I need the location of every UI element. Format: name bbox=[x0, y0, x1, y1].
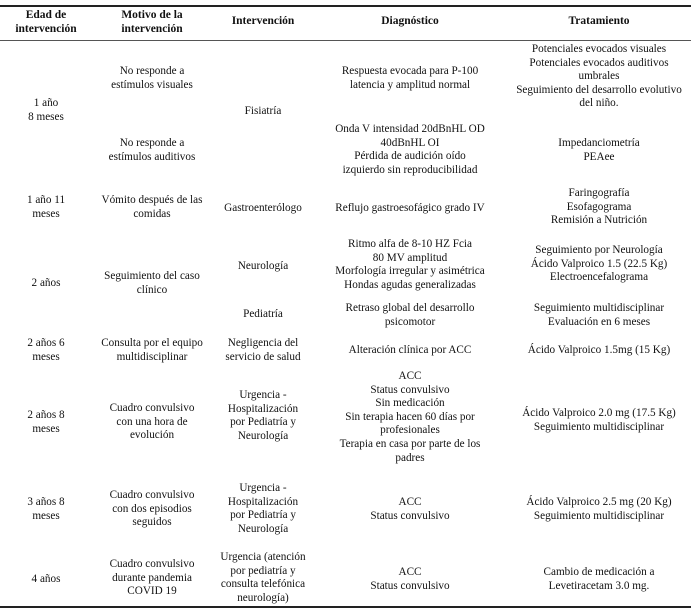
header-treatment: Tratamiento bbox=[568, 15, 630, 27]
row6-diagnosis: ACC Status convulsivo bbox=[370, 496, 450, 522]
row3a-treatment: Seguimiento por Neurología Ácido Valproico 1.5 (22.5 Kg) Electroencefalograma bbox=[530, 244, 668, 284]
row3-age: 2 años bbox=[31, 277, 61, 289]
row4-reason: Consulta por el equipo multidisciplinar bbox=[101, 337, 203, 363]
row6-reason: Cuadro convulsivo con dos episodios seguidos bbox=[109, 489, 195, 529]
header-diagnosis: Diagnóstico bbox=[381, 15, 439, 27]
row4-treatment: Ácido Valproico 1.5mg (15 Kg) bbox=[527, 344, 671, 356]
row1a-treatment: Potenciales evocados visuales Potenciales evocados auditivos umbrales Seguimiento del desarrollo evolutivo del niño. bbox=[516, 43, 682, 110]
row1b-treatment: Impedanciometría PEAee bbox=[558, 137, 640, 163]
row3-reason: Seguimiento del caso clínico bbox=[104, 270, 200, 296]
table-top-rule bbox=[0, 5, 691, 7]
row6-treatment: Ácido Valproico 2.5 mg (20 Kg) Seguimiento multidisciplinar bbox=[526, 496, 672, 522]
row3a-diagnosis: Ritmo alfa de 8-10 HZ Fcia 80 MV amplitud Morfología irregular y asimétrica Hondas agudas generalizadas bbox=[335, 238, 485, 291]
row4-diagnosis: Alteración clínica por ACC bbox=[348, 344, 472, 356]
row3b-treatment: Seguimiento multidisciplinar Evaluación en 6 meses bbox=[533, 302, 665, 328]
row6-intervention: Urgencia - Hospitalización por Pediatría y Neurología bbox=[227, 482, 299, 535]
table-bottom-rule bbox=[0, 606, 691, 608]
row2-age: 1 año 11 meses bbox=[26, 194, 66, 220]
row5-age: 2 años 8 meses bbox=[27, 409, 65, 435]
header-bottom-rule bbox=[0, 40, 691, 41]
row2-intervention: Gastroenterólogo bbox=[224, 202, 302, 214]
row1b-diagnosis: Onda V intensidad 20dBnHL OD 40dBnHL OI Pérdida de audición oído izquierdo sin reproducibilidad bbox=[335, 123, 485, 176]
row6-age: 3 años 8 meses bbox=[27, 496, 65, 522]
header-age: Edad de intervención bbox=[15, 9, 77, 35]
row1a-reason: No responde a estímulos visuales bbox=[111, 65, 193, 91]
row2-treatment: Faringografía Esofagograma Remisión a Nutrición bbox=[550, 187, 648, 227]
row3b-intervention: Pediatría bbox=[243, 308, 283, 320]
row7-intervention: Urgencia (atención por pediatría y consulta telefónica neurología) bbox=[220, 551, 306, 604]
row3b-diagnosis: Retraso global del desarrollo psicomotor bbox=[345, 302, 475, 328]
row2-reason: Vómito después de las comidas bbox=[101, 194, 203, 220]
row7-treatment: Cambio de medicación a Levetiracetam 3.0 mg. bbox=[543, 566, 655, 592]
row4-age: 2 años 6 meses bbox=[27, 337, 65, 363]
row7-diagnosis: ACC Status convulsivo bbox=[370, 566, 450, 592]
row5-reason: Cuadro convulsivo con una hora de evolución bbox=[109, 402, 195, 442]
row1-age: 1 año 8 meses bbox=[28, 97, 64, 123]
row1-intervention: Fisiatría bbox=[244, 105, 282, 117]
row2-diagnosis: Reflujo gastroesofágico grado IV bbox=[335, 202, 485, 214]
row5-treatment: Ácido Valproico 2.0 mg (17.5 Kg) Seguimiento multidisciplinar bbox=[522, 407, 676, 433]
row5-intervention: Urgencia - Hospitalización por Pediatría y Neurología bbox=[227, 389, 299, 442]
row5-diagnosis: ACC Status convulsivo Sin medicación Sin terapia hacen 60 días por profesionales Terapia en casa por parte de los padres bbox=[339, 370, 481, 464]
header-intervention: Intervención bbox=[231, 15, 295, 27]
row3a-intervention: Neurología bbox=[237, 260, 289, 272]
row1a-diagnosis: Respuesta evocada para P-100 latencia y amplitud normal bbox=[341, 65, 479, 91]
header-reason: Motivo de la intervención bbox=[121, 9, 183, 35]
row7-reason: Cuadro convulsivo durante pandemia COVID 19 bbox=[109, 558, 195, 598]
row7-age: 4 años bbox=[31, 573, 61, 585]
row1b-reason: No responde a estímulos auditivos bbox=[108, 137, 196, 163]
row4-intervention: Negligencia del servicio de salud bbox=[225, 337, 301, 363]
